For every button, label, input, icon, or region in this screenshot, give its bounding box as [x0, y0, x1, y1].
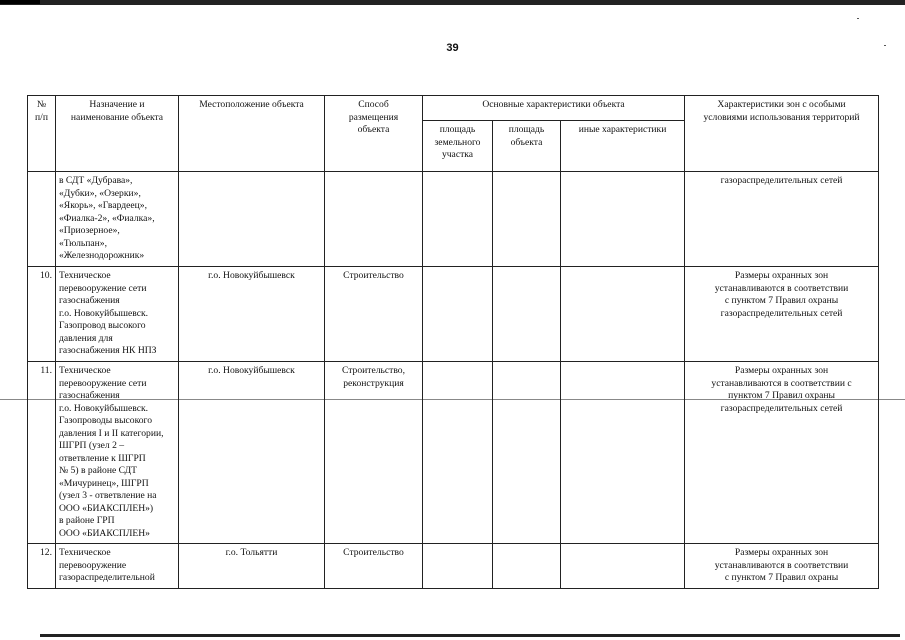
header-characteristics: Основные характеристики объекта: [423, 96, 685, 121]
header-zones: Характеристики зон с особыми условиями использования территорий: [685, 96, 879, 172]
cell-object-area: [493, 544, 561, 589]
header-location: Местоположение объекта: [179, 96, 325, 172]
table-row: [28, 544, 879, 589]
cell-land-area: [423, 362, 493, 544]
cell-other: [561, 362, 685, 544]
header-method: Способ размещения объекта: [325, 96, 423, 172]
header-name: Назначение и наименование объекта: [56, 96, 179, 172]
cell-object-area: [493, 267, 561, 362]
cell-location: г.о. Новокуйбышевск: [179, 362, 325, 544]
cell-object-area: [493, 172, 561, 267]
scan-top-corner: [0, 0, 40, 4]
cell-method: Строительство: [325, 267, 423, 362]
cell-zones: Размеры охранных зон устанавливаются в соответствии с пунктом 7 Правил охраны газораспределительных сетей: [685, 362, 879, 544]
objects-table: [27, 95, 879, 589]
cell-method: Строительство: [325, 544, 423, 589]
cell-name: Техническое перевооружение сети газоснабжения г.о. Новокуйбышевск. Газопроводы высокого давления I и II категории, ШГРП (узел 2 – ответвление к ШГРП № 5) в районе СДТ «Мичуринец», ШГРП (узел 3 - ответвление на ООО «БИАКСПЛЕН») в районе ГРП ООО «БИАКСПЛЕН»: [56, 362, 179, 544]
cell-land-area: [423, 172, 493, 267]
table-row: [28, 267, 879, 362]
cell-name: в СДТ «Дубрава», «Дубки», «Озерки», «Якорь», «Гвардеец», «Фиалка-2», «Фиалка», «Приозерное», «Тюльпан», «Железнодорожник»: [56, 172, 179, 267]
cell-land-area: [423, 544, 493, 589]
cell-other: [561, 172, 685, 267]
cell-zones: Размеры охранных зон устанавливаются в соответствии с пунктом 7 Правил охраны: [685, 544, 879, 589]
cell-location: г.о. Новокуйбышевск: [179, 267, 325, 362]
cell-num: 12.: [28, 544, 56, 589]
header-land-area: площадь земельного участка: [423, 121, 493, 172]
cell-zones: газораспределительных сетей: [685, 172, 879, 267]
header-object-area: площадь объекта: [493, 121, 561, 172]
cell-zones: Размеры охранных зон устанавливаются в соответствии с пунктом 7 Правил охраны газораспределительных сетей: [685, 267, 879, 362]
cell-name: Техническое перевооружение сети газоснабжения г.о. Новокуйбышевск. Газопровод высокого давления для газоснабжения НК НПЗ: [56, 267, 179, 362]
cell-method: Строительство, реконструкция: [325, 362, 423, 544]
table-header-row: [28, 96, 879, 121]
cell-location: [179, 172, 325, 267]
cell-land-area: [423, 267, 493, 362]
cell-name: Техническое перевооружение газораспределительной: [56, 544, 179, 589]
scan-bottom-border: [40, 634, 900, 637]
cell-num: 11.: [28, 362, 56, 544]
cell-num: 10.: [28, 267, 56, 362]
header-other: иные характеристики: [561, 121, 685, 172]
table-row: [28, 362, 879, 544]
cell-method: [325, 172, 423, 267]
table-row: [28, 172, 879, 267]
page-number: 39: [446, 42, 459, 54]
cell-other: [561, 544, 685, 589]
header-num: № п/п: [28, 96, 56, 172]
cell-other: [561, 267, 685, 362]
cell-num: [28, 172, 56, 267]
cell-location: г.о. Тольятти: [179, 544, 325, 589]
scan-top-border: [0, 0, 905, 5]
scan-speck: [857, 18, 859, 19]
cell-object-area: [493, 362, 561, 544]
